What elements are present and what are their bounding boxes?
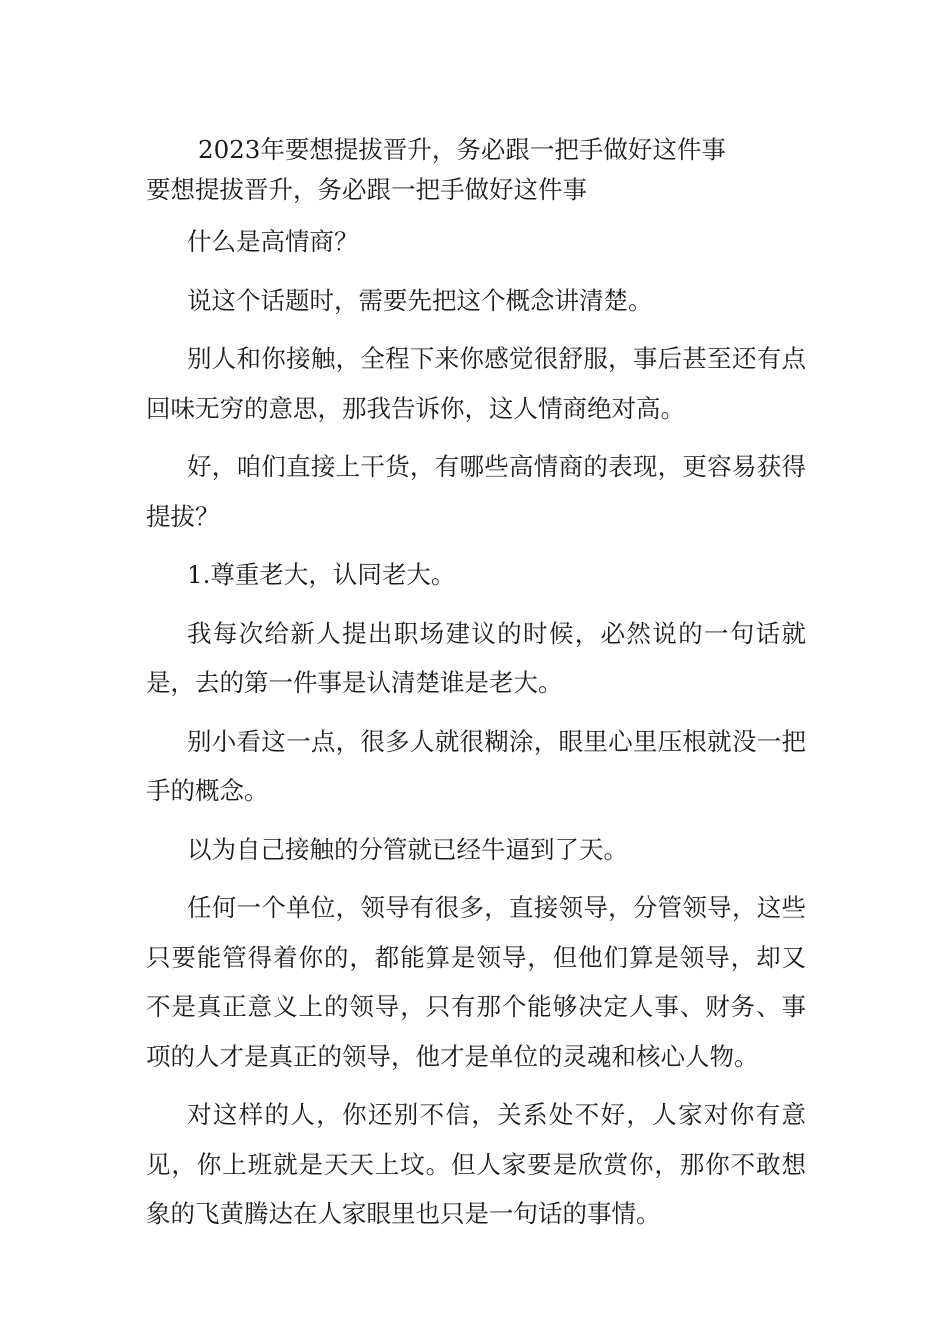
paragraph: 什么是高情商？ [187, 227, 359, 256]
paragraph: 任何一个单位，领导有很多，直接领导，分管领导，这些只要能管得着你的，都能算是领导，但他们算是领导，却又不是真正意义上的领导，只有那个能够决定人事、财务、事项的人才是真正的领导，他才是单位的灵魂和核心人物。 [146, 893, 806, 1071]
paragraph: 对这样的人，你还别不信，关系处不好，人家对你有意见，你上班就是天天上坟。但人家要是欣赏你，那你不敢想象的飞黄腾达在人家眼里也只是一句话的事情。 [146, 1100, 806, 1228]
paragraph: 别人和你接触，全程下来你感觉很舒服，事后甚至还有点回味无穷的意思，那我告诉你，这人情商绝对高。 [146, 344, 806, 423]
paragraph: 别小看这一点，很多人就很糊涂，眼里心里压根就没一把手的概念。 [146, 726, 806, 805]
paragraph: 说这个话题时，需要先把这个概念讲清楚。 [187, 285, 653, 315]
paragraph: 1.尊重老大，认同老大。 [187, 560, 456, 589]
document-body [146, 130, 806, 1239]
paragraph: 好，咱们直接上干货，有哪些高情商的表现，更容易获得提拔？ [146, 452, 806, 531]
paragraph: 以为自己接触的分管就已经牛逼到了天。 [187, 834, 628, 864]
paragraph: 我每次给新人提出职场建议的时候，必然说的一句话就是，去的第一件事是认清楚谁是老大。 [146, 618, 806, 697]
document-title: 2023年要想提拔晋升，务必跟一把手做好这件事 [198, 135, 726, 164]
document-subtitle: 要想提拔晋升，务必跟一把手做好这件事 [146, 175, 587, 204]
